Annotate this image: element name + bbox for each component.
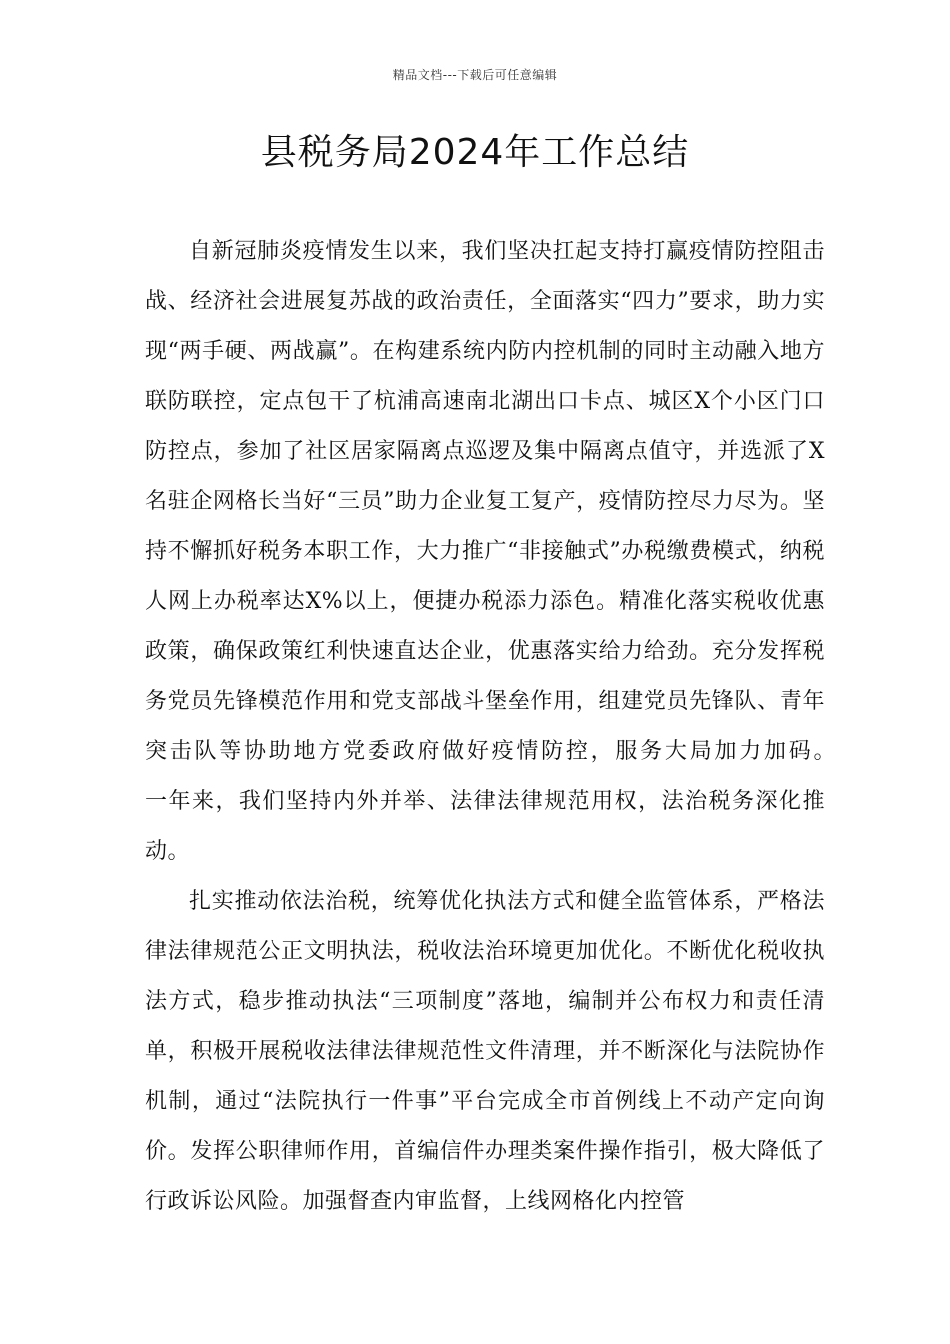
body-paragraph-1-block [145, 227, 871, 877]
header-note: 精品文档---下载后可任意编辑 [392, 68, 558, 82]
body-paragraph: 自新冠肺炎疫情发生以来，我们坚决扛起支持打赢疫情防控阻击战、经济社会进展复苏战的政治责任，全面落实“四力”要求，助力实现“两手硬、两战赢”。在构建系统内防内控机制的同时主动融入地方联防联控，定点包干了杭浦高速南北湖出口卡点、城区X个小区门口防控点，参加了社区居家隔离点巡逻及集中隔离点值守，并选派了X名驻企网格长当好“三员”助力企业复工复产，疫情防控尽力尽为。坚持不懈抓好税务本职工作，大力推广“非接触式”办税缴费模式，纳税人网上办税率达X%以上，便捷办税添力添色。精准化落实税收优惠政策，确保政策红利快速直达企业，优惠落实给力给劲。充分发挥税务党员先锋模范作用和党支部战斗堡垒作用，组建党员先锋队、青年突击队等协助地方党委政府做好疫情防控，服务大局加力加码。 一年来，我们坚持内外并举、法律法律规范用权，法治税务深化推动。 [145, 239, 871, 864]
body-paragraph-2-block [145, 877, 825, 1227]
document-title: 县税务局2024年工作总结 [260, 132, 690, 173]
body-paragraph: 扎实推动依法治税，统筹优化执法方式和健全监管体系，严格法律法律规范公正文明执法，税收法治环境更加优化。不断优化税收执法方式，稳步推动执法“三项制度”落地，编制并公布权力和责任清单，积极开展税收法律法律规范性文件清理，并不断深化与法院协作机制，通过“法院执行一件事”平台完成全市首例线上不动产定向询价。发挥公职律师作用，首编信件办理类案件操作指引，极大降低了行政诉讼风险。加强督查内审监督，上线网格化内控管 [145, 889, 825, 1214]
